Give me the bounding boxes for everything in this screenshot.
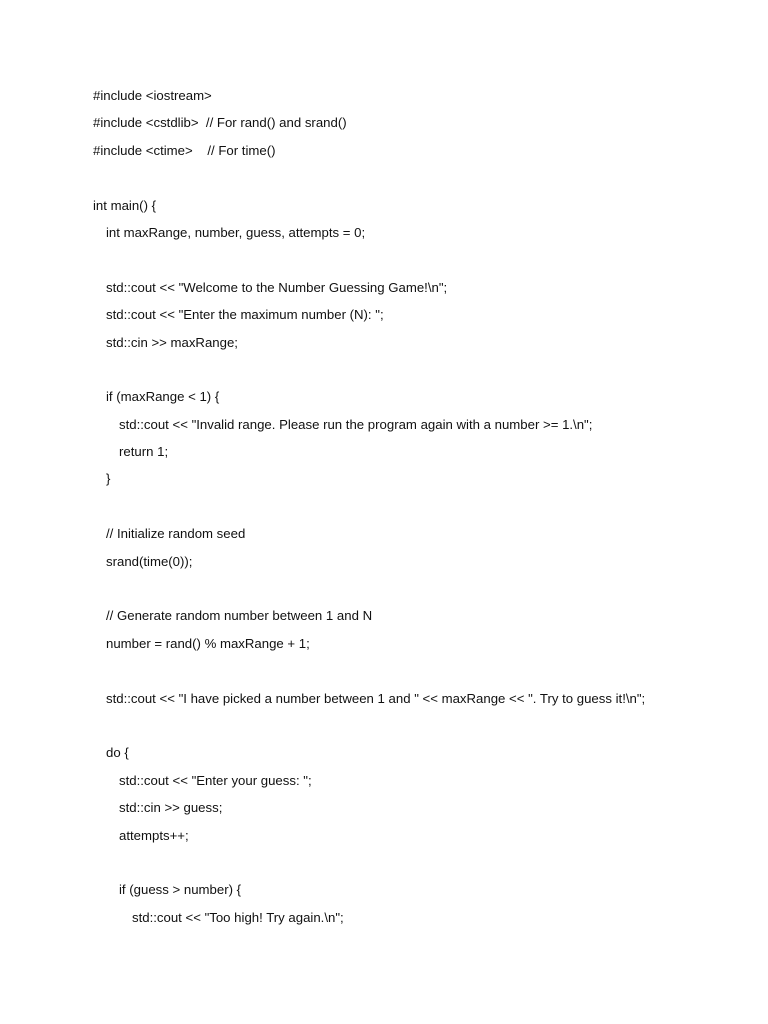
blank-line [93, 249, 753, 276]
code-line: int main() { [93, 197, 157, 213]
blank-line [93, 167, 753, 194]
code-line: if (guess > number) { [119, 882, 242, 898]
code-line: std::cin >> maxRange; [106, 334, 238, 350]
code-block [93, 85, 753, 934]
code-line: attempts++; [119, 827, 189, 843]
code-line: // Initialize random seed [106, 526, 246, 542]
blank-line [93, 578, 753, 605]
code-line: // Generate random number between 1 and N [106, 608, 373, 624]
code-line: if (maxRange < 1) { [106, 389, 220, 405]
code-line: std::cout << "Invalid range. Please run the program again with a number >= 1.\n"; [119, 416, 593, 432]
blank-line [93, 496, 753, 523]
code-line: int maxRange, number, guess, attempts = 0; [106, 224, 366, 240]
blank-line [93, 359, 753, 386]
code-line: srand(time(0)); [106, 553, 193, 569]
code-line: number = rand() % maxRange + 1; [106, 635, 310, 651]
code-line: std::cin >> guess; [119, 800, 223, 816]
code-line: return 1; [119, 444, 169, 460]
code-line: std::cout << "Too high! Try again.\n"; [132, 909, 344, 925]
blank-line [93, 715, 753, 742]
blank-line [93, 660, 753, 687]
code-line: std::cout << "Enter the maximum number (N): "; [106, 307, 384, 323]
code-line: #include <iostream> [93, 88, 212, 103]
code-line: std::cout << "Welcome to the Number Guessing Game!\n"; [106, 279, 448, 295]
code-line: do { [106, 745, 129, 761]
code-line: #include <cstdlib> // For rand() and srand() [93, 115, 347, 131]
code-line: #include <ctime> // For time() [93, 142, 276, 158]
code-line: std::cout << "I have picked a number between 1 and " << maxRange << ". Try to guess it!\n"; [106, 690, 646, 706]
blank-line [93, 852, 753, 879]
code-line: std::cout << "Enter your guess: "; [119, 772, 312, 788]
code-line: } [106, 471, 111, 487]
